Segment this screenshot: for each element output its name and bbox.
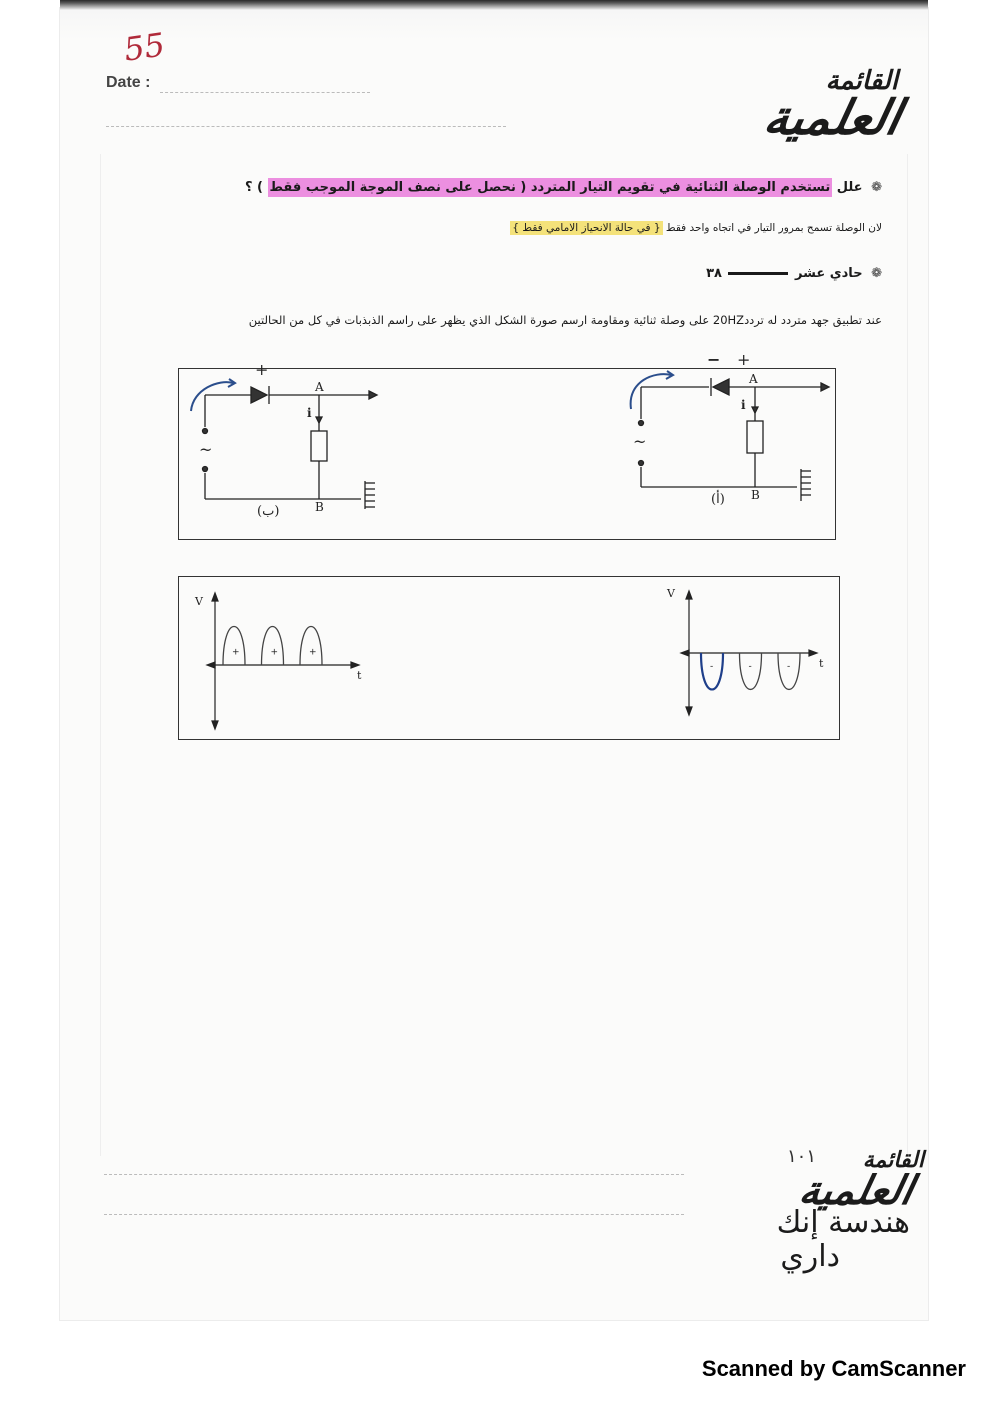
footer-page-number: ١٠١ <box>786 1146 816 1167</box>
graph-b-sign-label: + <box>309 647 317 658</box>
footer-brand-top: القائمة <box>862 1148 924 1173</box>
circuit-b <box>191 379 377 509</box>
footer-dotted-line-2 <box>104 1214 684 1215</box>
scanner-watermark: Scanned by CamScanner <box>701 1356 966 1381</box>
node-a-label-b: A <box>315 380 324 394</box>
brand-logo-top: القائمة <box>825 66 898 96</box>
current-i-label-a: i <box>741 398 746 412</box>
date-label: Date : <box>106 74 151 91</box>
handwritten-page-number: 55 <box>121 25 168 69</box>
current-i-label-b: i <box>307 406 312 420</box>
footer-slogan-line2: داري <box>780 1239 840 1274</box>
graph-a-sign-label: - <box>748 661 752 672</box>
question-text: تستخدم الوصلة الثنائية في تقويم التيار المتردد ( نحصل على نصف الموجة الموجب فقط <box>269 180 831 195</box>
graph-a-sign-label: - <box>787 661 791 672</box>
section-number: ٣٨ <box>706 266 722 281</box>
circuit-a <box>631 371 829 501</box>
node-b-label-a: B <box>751 488 760 502</box>
polarity-plus-a: + <box>737 350 751 369</box>
circuits-figure <box>178 350 836 540</box>
question-line <box>245 180 882 195</box>
caption-b: (ب) <box>257 504 280 519</box>
polarity-plus-b: + <box>255 360 269 379</box>
section-title: حادي عشر <box>795 266 863 281</box>
footer-dotted-line-1 <box>104 1174 684 1175</box>
graph-a-waveform <box>701 653 800 689</box>
problem-text: عند تطبيق جهد متردد له تردد20HZ على وصلة ثنائية ومقاومة ارسم صورة الشكل الذي يظهر على راسم الذبذبات في كل من الحالتين <box>248 313 882 327</box>
question-prefix: علل <box>836 180 863 195</box>
footer-brand-main: العلمية <box>794 1168 917 1214</box>
waveforms-figure <box>178 576 840 740</box>
node-b-label-b: B <box>315 500 324 514</box>
graph-a-y-label: V <box>667 587 675 600</box>
graph-b-waveform <box>223 627 322 665</box>
flower-bullet-icon: ❁ <box>871 180 882 195</box>
section-heading <box>706 266 882 281</box>
question-suffix: ) ؟ <box>244 180 263 195</box>
ac-source-icon: ~ <box>199 440 213 459</box>
caption-a: (أ) <box>711 492 725 507</box>
graph-b-y-label: V <box>195 595 203 608</box>
section-dash <box>728 272 788 275</box>
date-dotted-line <box>160 92 370 93</box>
graph-b-lobe <box>223 627 245 665</box>
polarity-minus-a: − <box>707 350 721 369</box>
footer-slogan <box>777 1206 910 1274</box>
graph-b-x-label: t <box>357 669 362 682</box>
ac-source-icon: ~ <box>633 432 647 451</box>
graph-a-sign-label: - <box>710 661 714 672</box>
circuits-diagram <box>179 350 835 539</box>
resistor-icon <box>311 431 327 461</box>
answer-plain: لان الوصلة تسمح بمرور التيار في اتجاه واحد فقط <box>665 222 882 234</box>
graph-b-lobe <box>300 627 322 665</box>
graph-b-sign-label: + <box>232 647 240 658</box>
current-arrow-icon <box>191 382 233 411</box>
diode-icon <box>251 387 267 403</box>
scan-edge-shadow <box>60 0 928 40</box>
answer-highlight: { في حالة الانحياز الامامي فقط } <box>512 222 661 234</box>
footer-slogan-line1: هندسة إنك <box>776 1205 910 1240</box>
brand-logo-main: العلمية <box>759 90 906 146</box>
waveforms-diagram <box>179 577 839 739</box>
answer-line <box>510 222 882 234</box>
graph-b-lobe <box>262 627 284 665</box>
graph-a-x-label: t <box>819 657 824 670</box>
resistor-icon <box>747 421 763 453</box>
flower-bullet-icon: ❁ <box>871 266 882 281</box>
current-arrow-icon <box>631 374 671 409</box>
graph-b-sign-label: + <box>270 647 279 658</box>
header-dotted-line <box>106 126 506 127</box>
node-a-label-a: A <box>749 372 758 386</box>
diode-icon <box>713 379 729 395</box>
